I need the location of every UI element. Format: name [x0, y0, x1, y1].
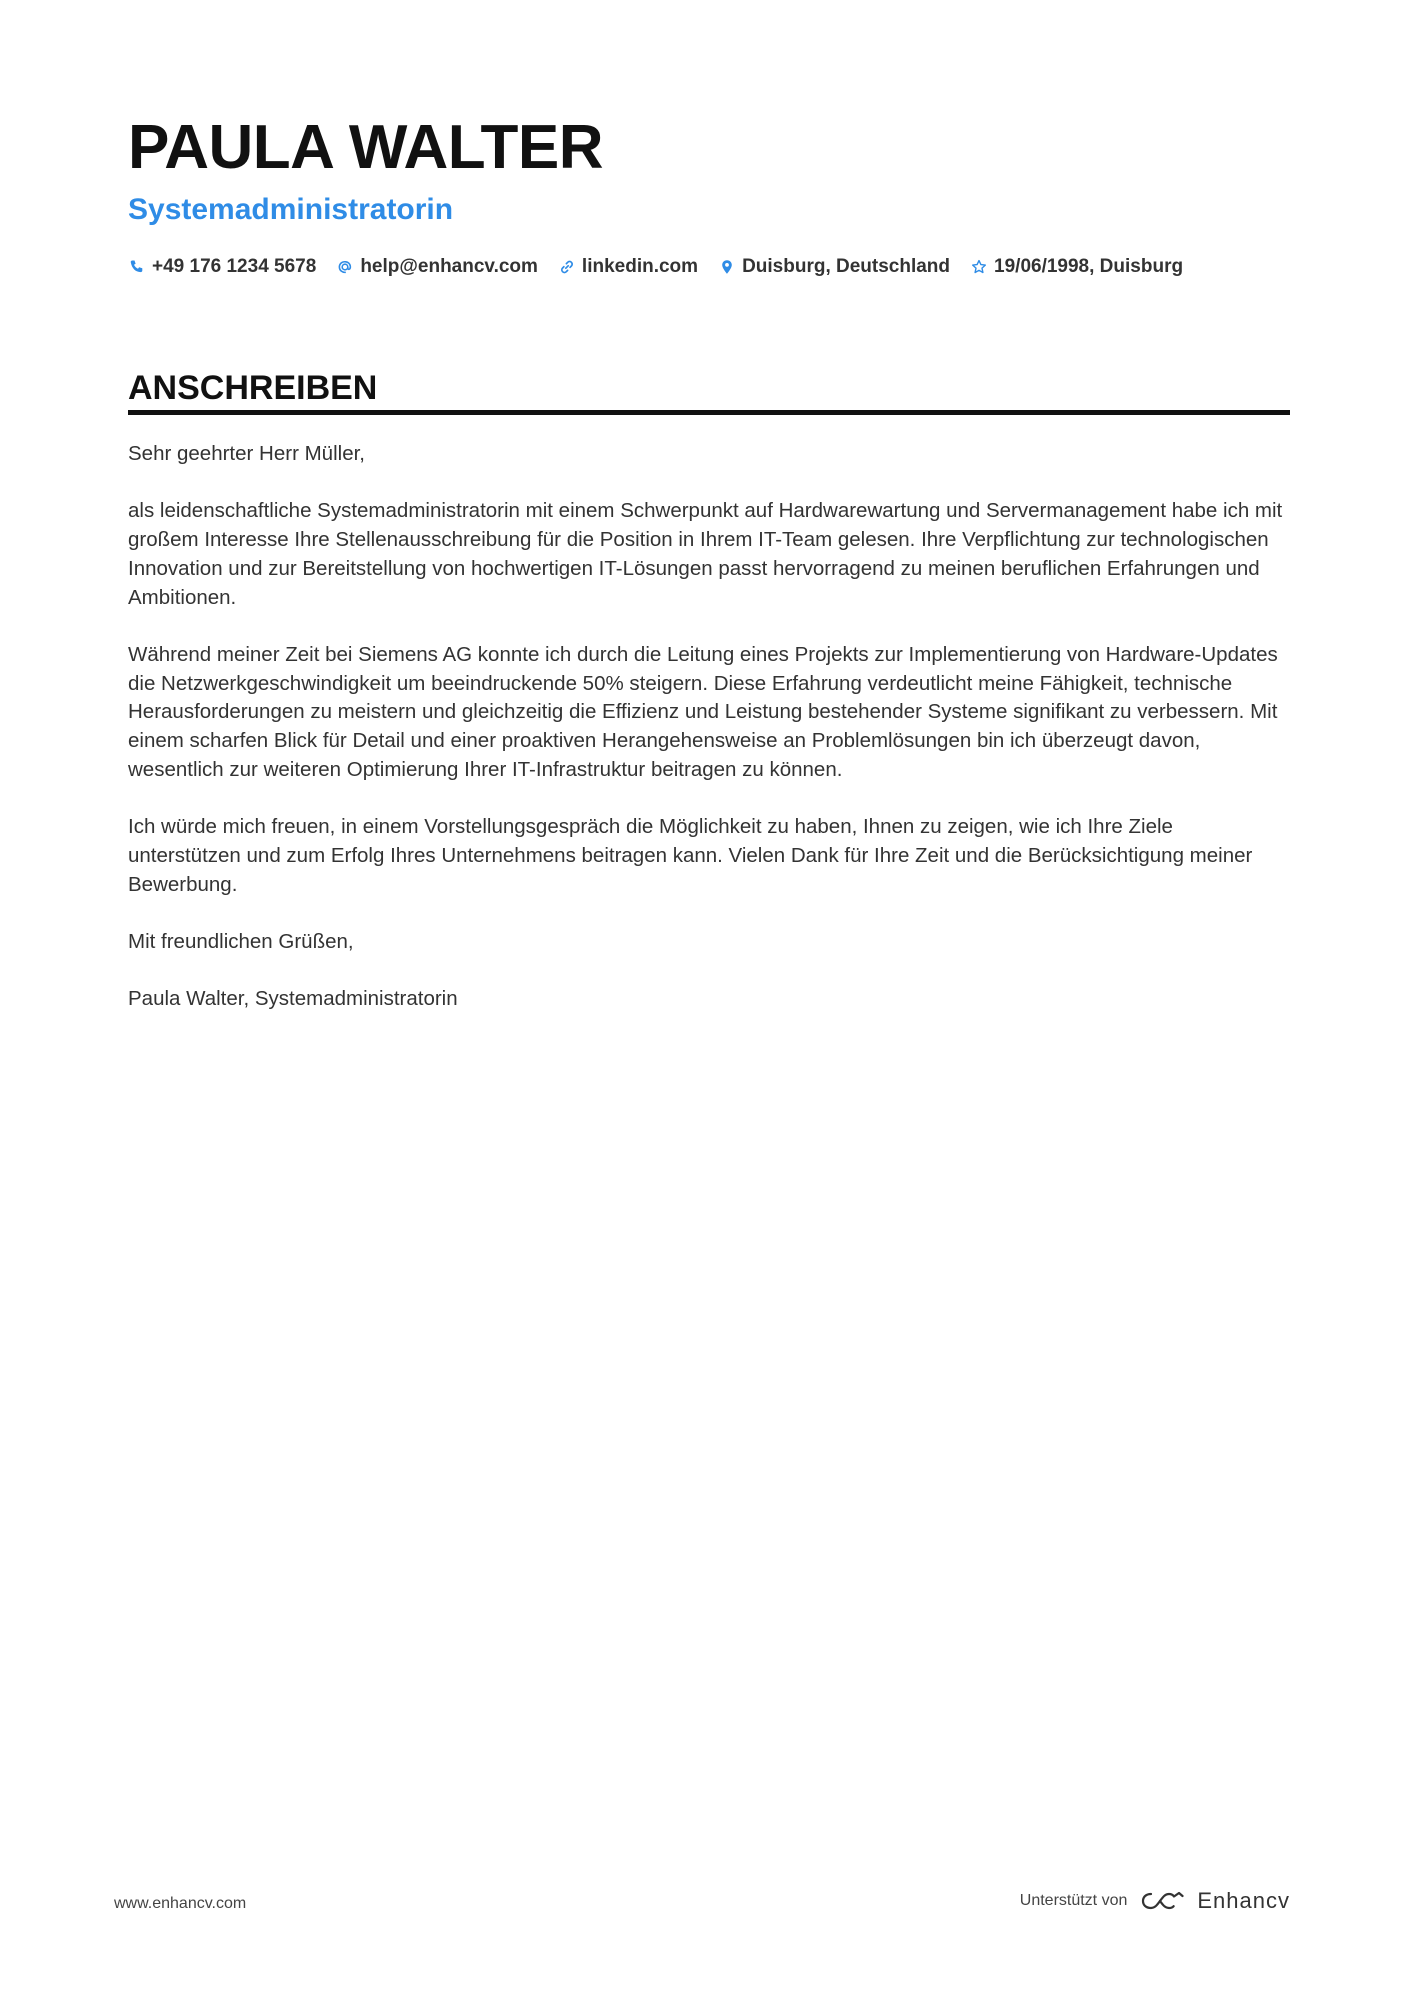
contact-birth-text: 19/06/1998, Duisburg	[994, 256, 1184, 277]
letter-signature: Paula Walter, Systemadministratorin	[128, 987, 458, 1011]
applicant-name: PAULA WALTER	[128, 113, 604, 182]
enhancv-logo-icon	[1139, 1889, 1185, 1913]
powered-by-label: Unterstützt von	[1019, 1892, 1128, 1909]
contact-email[interactable]	[336, 256, 538, 278]
contact-bar	[128, 252, 1203, 282]
contact-linkedin[interactable]	[558, 256, 698, 278]
contact-location	[718, 256, 950, 278]
footer-url[interactable]: www.enhancv.com	[114, 1895, 247, 1912]
link-icon	[558, 258, 576, 276]
contact-birth	[970, 256, 1183, 278]
contact-phone-text: +49 176 1234 5678	[152, 256, 317, 277]
section-divider	[128, 410, 1290, 415]
location-pin-icon	[718, 258, 736, 276]
letter-paragraph: Während meiner Zeit bei Siemens AG konnte ich durch die Leitung eines Projekts zur Implementierung von Hardware-Updates die Netzwerkgeschwindigkeit um beeindruckende 50% steigern. Diese Erfahrung verdeutlicht meine Fähigkeit, technische Herausforderungen zu meistern und gleichzeitig die Effizienz und Leistung bestehender Systeme signifikant zu verbessern. Mit einem scharfen Blick für Detail und einer proaktiven Herangehensweise an Problemlösungen bin ich überzeugt davon, wesentlich zur weiteren Optimierung Ihrer IT-Infrastruktur beitragen zu können.	[128, 642, 1278, 781]
footer-brand	[1020, 1888, 1290, 1914]
letter-closing: Mit freundlichen Grüßen,	[128, 929, 354, 953]
applicant-role: Systemadministratorin	[128, 193, 454, 226]
enhancv-logo-text: Enhancv	[1197, 1888, 1290, 1913]
section-title: ANSCHREIBEN	[128, 369, 378, 407]
letter-paragraph: Ich würde mich freuen, in einem Vorstellungsgespräch die Möglichkeit zu haben, Ihnen zu zeigen, wie ich Ihre Ziele unterstützen und zum Erfolg Ihres Unternehmens beitragen kann. Vielen Dank für Ihre Zeit und die Berücksichtigung meiner Bewerbung.	[128, 815, 1253, 896]
contact-phone	[128, 256, 316, 278]
star-icon	[970, 258, 988, 276]
phone-icon	[128, 258, 146, 276]
contact-linkedin-text: linkedin.com	[581, 256, 699, 277]
contact-email-text: help@enhancv.com	[360, 256, 538, 277]
at-icon	[336, 258, 354, 276]
letter-body	[128, 440, 1290, 1043]
letter-salutation: Sehr geehrter Herr Müller,	[128, 442, 365, 465]
contact-location-text: Duisburg, Deutschland	[742, 256, 951, 277]
letter-paragraph: als leidenschaftliche Systemadministratorin mit einem Schwerpunkt auf Hardwarewartung und Servermanagement habe ich mit großem Interesse Ihre Stellenausschreibung für die Position in Ihrem IT-Team gelesen. Ihre Verpflichtung zur technologischen Innovation und zur Bereitstellung von hochwertigen IT-Lösungen passt hervorragend zu meinen beruflichen Erfahrungen und Ambitionen.	[128, 499, 1283, 609]
